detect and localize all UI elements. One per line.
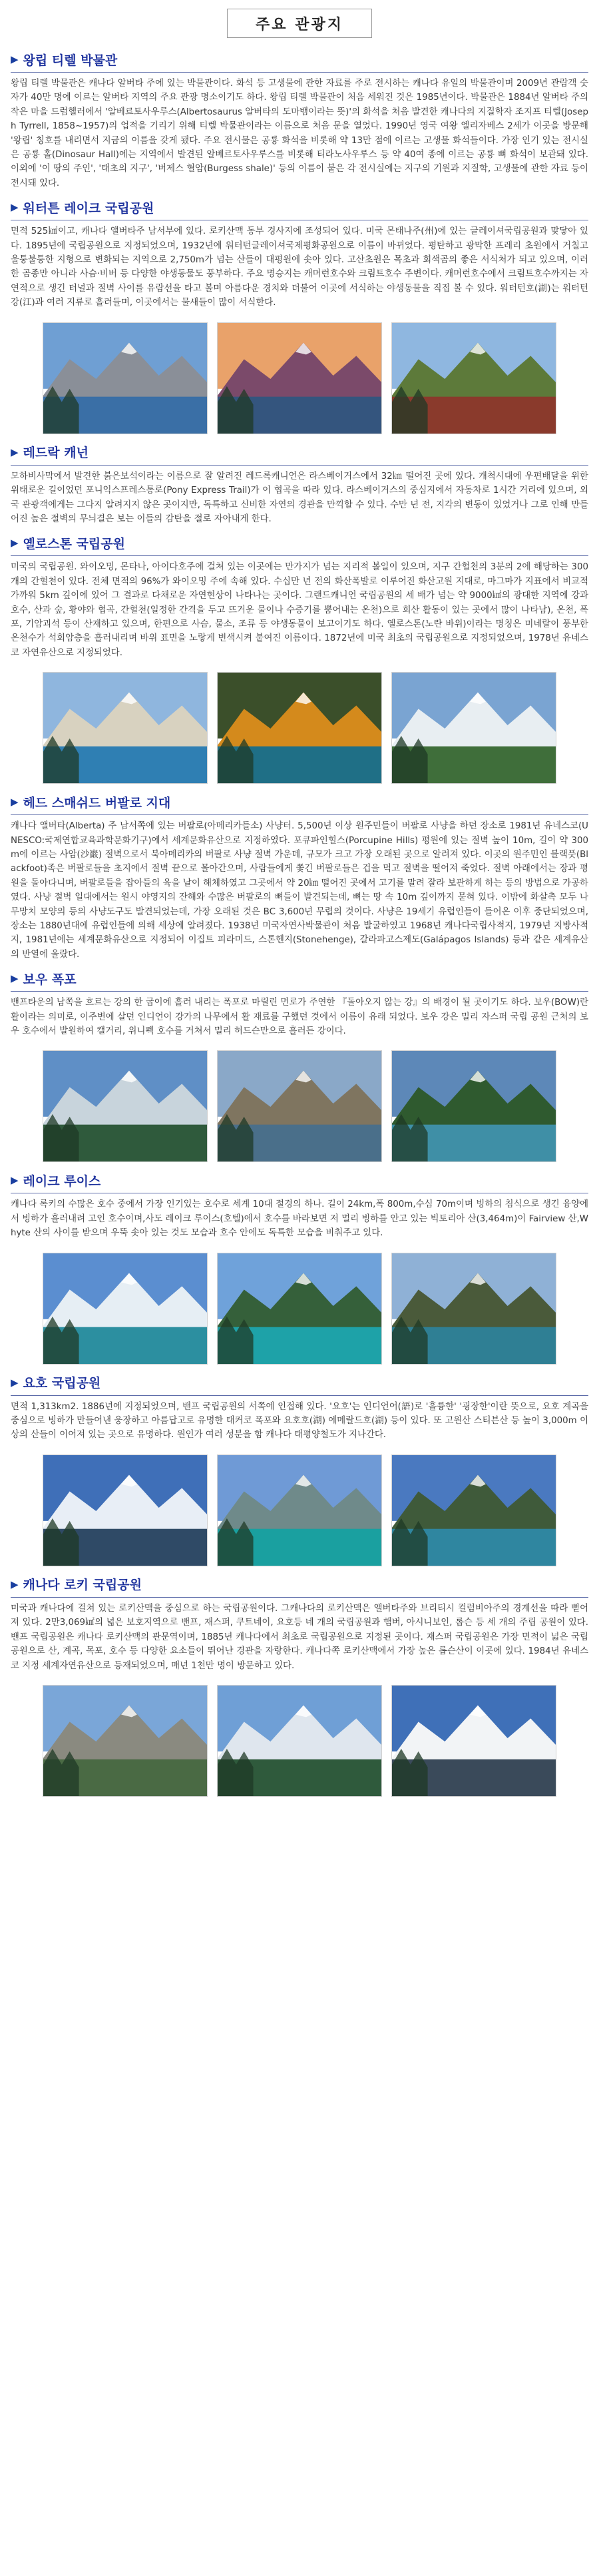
section-1 [0,48,599,190]
section-3 [0,441,599,527]
glacier-lake-photo [43,1253,208,1365]
section-divider [11,72,588,73]
section-body-text: 밴프타운의 남쪽을 흐르는 강의 한 굽이에 흘러 내리는 폭포로 마릴린 먼로가 주연한 『돌아오지 않는 강』의 배경이 될 곳이기도 하다. 보우(BOW)란 활이라는 의미로, 이주변에 살던 인디언이 강가의 나무에서 활 재료를 구했던 것에서 이름이 유래 되었다. 보우 강은 밀리 자스퍼 국립 공원 근처의 보우 호수에서 발원하여 캘거리, 위니펙 호수를 거쳐서 멀리 허드슨만으로 흘러든 강이다. [11,998,588,1037]
section-title: 레드락 캐넌 [23,446,89,461]
section-body-text: 왕립 티렐 박물관은 캐나다 알버타 주에 있는 박물관이다. 화석 등 고생물에 관한 자료를 주로 전시하는 캐나다 유일의 박물관이며 2009년 관람객 숫자가 40만 명에 이르는 알버타 지역의 주요 관광 명소이기도 하다. 왕립 티렐 박물관이 처음 세워진 것은 1985년이다. 박물관은 1884년 알버타 주의 작은 마을 드럼헬러에서 '알베르토사우루스(Albertosaurus 알버타의 도마뱀이라는 뜻)'의 화석을 처음 발견한 캐나다의 지질학자 조지프 티렐(Joseph Tyrrell, 1858~1957)의 업적을 기리기 위해 티렐 박물관이라는 이름으로 처음 문을 열었다. 1990년 영국 여왕 엘리자베스 2세가 이곳을 방문해 '왕립' 칭호를 내리면서 지금의 이름을 갖게 됐다. 주요 전시물은 공룡 화석을 비롯해 약 13만 점에 이르는 고생물 화석들이다. 가장 인기 있는 전시실은 공룡 홀(Dinosaur Hall)에는 지역에서 발견된 알베르토사우루스를 비롯해 티라노사우루스 등 약 40여 종에 이르는 공룡 뼈 화석이 보관돼 있다. 이외에 '이 땅의 주인', '태초의 지구', '버제스 혈암(Burgess shale)' 등의 이름이 붙은 각 전시실에는 지구의 기원과 지질학, 고생물에 관한 자료 등이 전시돼 있다. [11,79,588,188]
page-header [0,0,599,43]
section-body-text: 면적 525㎢이고, 캐나다 앨버타주 남서부에 있다. 로키산맥 동부 경사지에 조성되어 있다. 미국 몬태나주(州)에 있는 글레이셔국립공원과 맞닿아 있다. 1895년에 국립공원으로 지정되었으며, 1932년에 워터턴글레이셔국제평화공원으로 이름이 바뀌었다. 평탄하고 광막한 프레리 초원에서 거칠고 울퉁불퉁한 지형으로 변화되는 지역으로 2,750m가 넘는 산들이 대평원에 솟아 있다. 고산초원은 목초과 회색곰의 좋은 서식처가 되고 있으며, 이러한 곰종만 아니라 사슴·비버 등 다양한 야생동물도 풍부하다. 주요 명승지는 캐머런호수와 크림트호수 주변이다. 캐머런호수에서 크림트호수까지는 자연적으로 생긴 터널과 절벽 사이를 유람선을 타고 볼며 아름다운 경치와 더불어 이곳에 서식하는 야생동물을 직접 볼 수 있다. 워터턴호(湖)는 워터턴강(江)과 여러 지류로 흘러들며, 이곳에서는 물새들이 많이 서식한다. [11,226,588,308]
section-8 [0,1371,599,1566]
photo-row [11,1253,588,1365]
section-heading [11,967,588,990]
section-heading [11,531,588,554]
triangle-bullet-icon: ▶ [11,796,19,808]
triangle-bullet-icon: ▶ [11,1174,19,1187]
page-title-box [227,9,372,38]
section-title: 보우 폭포 [23,972,77,987]
sunset-lake-photo [217,322,382,434]
red-rock-canyon-photo [391,322,556,434]
bridge-lake-photo [391,1454,556,1566]
triangle-bullet-icon: ▶ [11,1376,19,1389]
section-title: 왕립 티렐 박물관 [23,53,118,68]
sections-container [0,48,599,1797]
section-4 [0,531,599,784]
river-rocks-photo [217,1050,382,1162]
section-5 [0,791,599,962]
triangle-bullet-icon: ▶ [11,201,19,214]
photo-row [11,672,588,784]
section-7 [0,1169,599,1364]
section-heading [11,441,588,464]
triangle-bullet-icon: ▶ [11,537,19,549]
section-body-text: 미국과 캐나다에 걸쳐 있는 로키산맥을 중심으로 하는 국립공원이다. 그캐나다의 로키산맥은 앨버타주와 브리티시 컬럼비아주의 경계선을 따라 뻗어져 있다. 2만3,069㎢의 넓은 보호지역으로 밴프, 재스퍼, 쿠트네이, 요호등 네 개의 국립공원과 햄버, 아시니보인, 롭슨 등 세 개의 주립 공원이 있다. 밴프 국립공원은 캐나다 로키산맥의 관문역이며, 1885년 캐나다에서 최초로 국립공원으로 지정된 곳이다. 재스퍼 국립공원은 가장 면적이 넓은 국립공원으로 산, 계곡, 목포, 호수 등 다양한 요소들이 뛰어난 경관을 자랑한다. 캐나다쪽 로키산맥에서 가장 높은 롭슨산이 이곳에 있다. 1984년 유네스코 지정 세계자연유산으로 등재되었으며, 매년 1천만 명이 방문하고 있다. [11,1603,588,1671]
section-divider [11,1597,588,1598]
section-heading [11,1573,588,1596]
section-body-text: 캐나다 앨버타(Alberta) 주 남서쪽에 있는 버팔로(아메리카들소) 사냥터. 5,500년 이상 원주민들이 버팔로 사냥을 하던 장소로 1981년 유네스코(UNESCO:국제연합교육과학문화기구)에서 세계문화유산으로 지정하였다. 포큐파인힐스(Porcupine Hills) 평원에 있는 절벽 높이 10m, 길이 약 300m에 이르는 사암(沙巖) 절벽으로서 북아메리카의 버팔로 사냥 절벽 가운데, 규모가 크고 가장 오래된 곳으로 알려져 있다. 이곳의 원주민인 블랙풋(Blackfoot)족은 버팔로들을 초지에서 절벽 끝으로 몰아간으며, 사람들에게 쫓긴 버팔로들은 겁을 먹고 절벽을 떨어져 죽었다. 절벽 아래에서는 장과 평원을 돌아다니며, 버팔로들을 잡아들의 육을 날이 해체하였고 그곳에서 약 20㎞ 떨어진 곳에서 고기를 말려 잘라 보관하게 하는 등의 방법으로 가공하였다. 사냥 절벽 일대에서는 원시 야영지의 잔해와 수많은 버팔로의 뼈들이 발견되는데, 뼈는 땅 속 10m 깊이까지 묻혀 있다. 이밖에 화살촉 모두 나무망치 모양의 등의 사냥도구도 발견되었는데, 가장 오래된 것은 BC 3,600년 무렵의 것이다. 사냥은 19세기 유럽인들이 들어온 이후 중단되었으며, 장소는 1880년대에 유럽인들에 의해 세상에 알려졌다. 1938년 미국자연사박물관이 처음 발굴하였고 1968년 캐나다국립사적지, 1979년 지방사적지, 1981년에는 세계문화유산으로 지정되어 이집트 피라미드, 스톤헨지(Stonehenge), 갈라파고스제도(Galápagos Islands) 등과 같은 세계유산의 반열에 올랐다. [11,821,588,960]
section-2 [0,196,599,434]
forest-valley-photo [217,1685,382,1797]
section-9 [0,1573,599,1797]
photo-row [11,322,588,434]
section-body-text: 미국의 국립공원. 와이오밍, 몬타나, 아이다호주에 걸쳐 있는 이곳에는 만가지가 넘는 지리적 볼일이 있으며, 지구 간헐천의 3분의 2에 해당하는 300개의 간헐천이 있다. 전체 면적의 96%가 와이오밍 주에 속해 있다. 수십만 년 전의 화산폭발로 이루어진 화산고원 지대로, 마그마가 지표에서 비교적 가까워 5km 깊이에 있어 그 결과로 다채로운 자연현상이 나타나는 곳이다. 그랜드캐니언 국립공원의 세 배가 넘는 약 9000㎢의 광대한 지역에 강과 호수, 산과 숲, 황야와 협곡, 간헐천(일정한 간격을 두고 뜨거운 물이나 수증기를 뿜어내는 온천)으로 희산 활동이 있는 곳에서 많이 나타남), 온천, 폭포, 기암괴석 등이 산재하고 있으며, 한편으로 사슴, 물소, 조류 등 야생동물이 보고이기도 하다. 옐로스톤(노란 바위)이라는 명칭은 미네랄이 풍부한 온천수가 석회암층을 흘러내리며 바위 표면을 노랗게 변색시켜 붙여진 이름이다. 1872년에 미국 최초의 국립공원으로 지정되었으며, 1978년 유네스코 자연유산으로 지정되었다. [11,562,588,658]
section-body-text: 모하비사막에서 발견한 붉은보석이라는 이름으로 잘 알려진 레드록캐니언은 라스베이거스에서 32㎞ 떨어진 곳에 있다. 개척시대에 우편배달을 위한 위태로운 길이었던 포니익스프레스통로(Pony Express Trail)가 이 협곡을 따라 있다. 라스베이거스의 중심지에서 자동차로 1시간 거리에 있으며, 외국 관광객에게는 그다지 알려지지 않은 곳이지만, 독특하고 신비한 자연의 경관을 만끽할 수 있다. 수만 년 전, 지각의 변동이 있었거나 그로 인해 만들어진 높은 절벽의 무늬결은 보는 이들의 감탄을 절로 자아내게 한다. [11,471,588,524]
section-divider [11,814,588,815]
section-heading [11,196,588,218]
section-body-text: 면적 1,313km2. 1886년에 지정되었으며, 밴프 국립공원의 서쪽에 인접해 있다. '요호'는 인디언어(語)로 '흘륭한' '굉장한'이란 뜻으로, 요호 계곡을 중심으로 빙하가 만들어낸 웅장하고 아름답고로 유명한 태커코 폭포와 요호호(湖) 에메랄드호(湖) 등이 있다. 또 고원산 스티븐산 등 높이 3,000m 이상의 산들이 이어져 있는 곳으로 유명하다. 원인가 여러 성분을 함 캐나다 태평양철도가 지나간다. [11,1401,588,1441]
triangle-bullet-icon: ▶ [11,53,19,65]
mountain-road-photo [43,1685,208,1797]
emerald-lake-photo [217,1454,382,1566]
grand-prismatic-photo [217,672,382,784]
section-title: 요호 국립공원 [23,1376,101,1391]
snowy-town-photo [391,1685,556,1797]
river-boat-photo [391,1050,556,1162]
section-heading [11,1169,588,1191]
triangle-bullet-icon: ▶ [11,972,19,985]
lake-mountain-photo [43,322,208,434]
triangle-bullet-icon: ▶ [11,1578,19,1590]
section-body-text: 캐나다 록키의 수많은 호수 중에서 가장 인기있는 호수로 세계 10대 절경의 하나. 길이 24km,폭 800m,수심 70m이며 빙하의 침식으로 생긴 융양에서 빙하가 흘러내려 고인 호수이며,사도 레이크 루이스(호텔)에서 호수를 바라보면 저 멀리 빙하를 안고 있는 빅토리아 산(3,464m)이 Fairview 산,Whyte 산의 사이를 받으며 우뚝 솟아 있는 것도 모습과 호수 안에도 독특한 모습을 비춰주고 있다. [11,1199,589,1239]
photo-row [11,1685,588,1797]
section-title: 레이크 루이스 [23,1173,101,1189]
section-divider [11,1395,588,1396]
section-divider [11,991,588,992]
page-title: 주요 관광지 [256,16,343,33]
snowy-peaks-photo [43,1454,208,1566]
section-title: 워터튼 레이크 국립공원 [23,200,154,216]
triangle-bullet-icon: ▶ [11,446,19,458]
section-title: 옐로스톤 국립공원 [23,536,125,551]
hot-spring-pool-photo [43,672,208,784]
section-title: 헤드 스매쉬드 버팔로 지대 [23,795,171,810]
waterfall-photo [43,1050,208,1162]
section-heading [11,791,588,813]
section-divider [11,465,588,466]
chateau-lake-photo [391,1253,556,1365]
section-title: 캐나다 로키 국립공원 [23,1578,142,1593]
photo-row [11,1050,588,1162]
turquoise-lake-photo [217,1253,382,1365]
section-divider [11,555,588,556]
photo-row [11,1454,588,1566]
section-6 [0,967,599,1162]
section-heading [11,48,588,71]
section-heading [11,1371,588,1394]
geyser-steam-photo [391,672,556,784]
